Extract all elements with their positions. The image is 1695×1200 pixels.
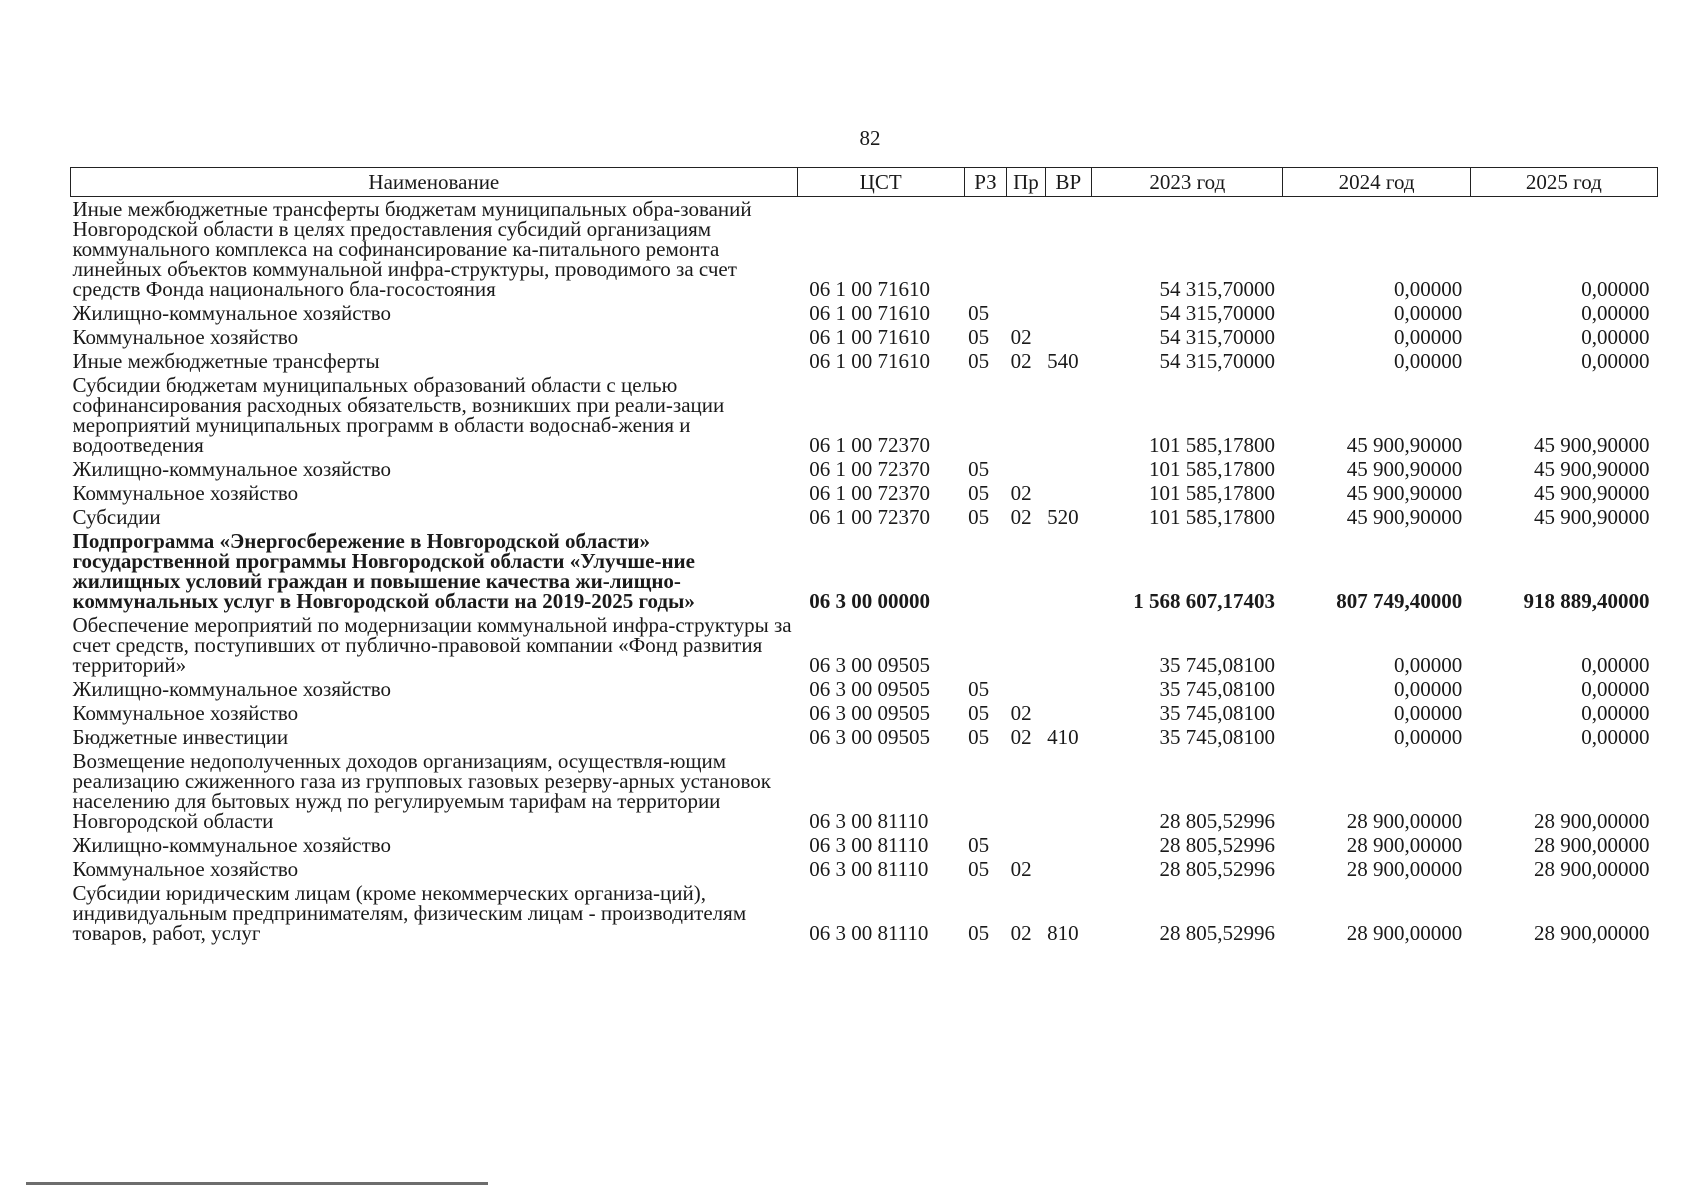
row-value-2023: 54 315,70000 bbox=[1159, 277, 1275, 301]
row-cst: 06 3 00 81110 bbox=[809, 833, 929, 857]
row-value-2023: 54 315,70000 bbox=[1159, 325, 1275, 349]
row-rz: 05 bbox=[968, 701, 990, 725]
row-pr: 02 bbox=[1010, 725, 1032, 749]
row-value-2024: 45 900,90000 bbox=[1346, 505, 1463, 529]
row-name: Субсидии юридическим лицам (кроме некоммерческих организа-ций), индивидуальным предпринимателям, физическим лицам - производителям товаров, работ, услуг bbox=[72, 881, 747, 945]
row-value-2023: 54 315,70000 bbox=[1159, 349, 1275, 373]
table-row bbox=[71, 301, 1658, 325]
row-value-2025: 28 900,00000 bbox=[1534, 833, 1650, 857]
row-cst: 06 1 00 72370 bbox=[809, 433, 930, 457]
row-value-2024: 45 900,90000 bbox=[1346, 481, 1463, 505]
row-rz: 05 bbox=[968, 457, 990, 481]
row-pr: 02 bbox=[1010, 349, 1032, 373]
row-rz: 05 bbox=[968, 677, 990, 701]
page-number: 82 bbox=[859, 126, 881, 150]
row-pr: 02 bbox=[1010, 921, 1032, 945]
row-value-2025: 28 900,00000 bbox=[1534, 809, 1650, 833]
row-pr bbox=[1007, 833, 1045, 857]
row-name: Коммунальное хозяйство bbox=[72, 481, 299, 505]
row-rz bbox=[964, 529, 1007, 613]
row-rz bbox=[964, 749, 1007, 833]
row-pr bbox=[1007, 529, 1045, 613]
row-value-2023: 28 805,52996 bbox=[1159, 921, 1275, 945]
table-row bbox=[71, 505, 1658, 529]
table-row bbox=[71, 325, 1658, 349]
row-vr bbox=[1045, 325, 1092, 349]
row-value-2024: 0,00000 bbox=[1393, 677, 1463, 701]
footer-divider bbox=[26, 1182, 488, 1185]
row-name: Жилищно-коммунальное хозяйство bbox=[72, 301, 392, 325]
row-pr: 02 bbox=[1010, 701, 1032, 725]
row-rz bbox=[964, 613, 1007, 677]
row-value-2024: 28 900,00000 bbox=[1346, 809, 1463, 833]
table-row bbox=[71, 373, 1658, 457]
row-value-2023: 28 805,52996 bbox=[1159, 809, 1275, 833]
row-value-2025: 0,00000 bbox=[1581, 677, 1650, 701]
row-value-2025: 0,00000 bbox=[1581, 301, 1650, 325]
row-value-2025: 45 900,90000 bbox=[1534, 481, 1650, 505]
row-rz: 05 bbox=[968, 325, 990, 349]
row-cst: 06 3 00 09505 bbox=[809, 701, 930, 725]
row-value-2025: 45 900,90000 bbox=[1534, 457, 1650, 481]
row-value-2023: 101 585,17800 bbox=[1148, 433, 1275, 457]
column-header-vr: ВР bbox=[1045, 168, 1092, 197]
row-value-2025: 918 889,40000 bbox=[1523, 589, 1650, 613]
row-name: Коммунальное хозяйство bbox=[72, 701, 299, 725]
row-cst: 06 1 00 71610 bbox=[809, 349, 930, 373]
row-rz bbox=[964, 197, 1007, 302]
row-name: Бюджетные инвестиции bbox=[72, 725, 289, 749]
row-cst: 06 3 00 81110 bbox=[809, 857, 929, 881]
table-row bbox=[71, 613, 1658, 677]
row-value-2024: 28 900,00000 bbox=[1346, 833, 1463, 857]
row-value-2023: 35 745,08100 bbox=[1159, 677, 1275, 701]
row-rz: 05 bbox=[968, 505, 990, 529]
column-header-rz: РЗ bbox=[964, 168, 1007, 197]
row-rz: 05 bbox=[968, 301, 990, 325]
row-value-2025: 0,00000 bbox=[1581, 653, 1650, 677]
row-cst: 06 1 00 72370 bbox=[809, 481, 930, 505]
row-pr bbox=[1007, 373, 1045, 457]
table-row bbox=[71, 481, 1658, 505]
row-vr: 520 bbox=[1047, 505, 1079, 529]
row-value-2023: 35 745,08100 bbox=[1159, 701, 1275, 725]
column-header-pr: Пр bbox=[1007, 168, 1045, 197]
row-name: Субсидии bbox=[72, 505, 161, 529]
row-name: Жилищно-коммунальное хозяйство bbox=[72, 677, 392, 701]
row-value-2024: 0,00000 bbox=[1393, 325, 1463, 349]
row-value-2023: 101 585,17800 bbox=[1148, 505, 1275, 529]
row-value-2025: 0,00000 bbox=[1581, 349, 1650, 373]
row-vr: 410 bbox=[1047, 725, 1079, 749]
row-name: Субсидии бюджетам муниципальных образований области с целью софинансирования расходных обязательств, возникших при реали-зации мероприятий муниципальных программ в области водоснаб-жения и водоотведения bbox=[72, 373, 725, 457]
row-cst: 06 1 00 72370 bbox=[809, 457, 930, 481]
row-value-2023: 1 568 607,17403 bbox=[1133, 589, 1275, 613]
table-row bbox=[71, 725, 1658, 749]
row-value-2024: 0,00000 bbox=[1393, 653, 1463, 677]
column-header-2024: 2024 год bbox=[1283, 168, 1470, 197]
row-pr bbox=[1007, 677, 1045, 701]
row-cst: 06 3 00 00000 bbox=[809, 589, 930, 613]
row-value-2024: 45 900,90000 bbox=[1346, 457, 1463, 481]
row-name: Возмещение недополученных доходов организациям, осуществля-ющим реализацию сжиженного газа из групповых газовых резерву-арных установок населению для бытовых нужд по регулируемым тарифам на территории Новгородской области bbox=[72, 749, 771, 833]
row-rz: 05 bbox=[968, 481, 990, 505]
row-rz: 05 bbox=[968, 833, 990, 857]
row-cst: 06 3 00 81110 bbox=[809, 921, 929, 945]
row-name: Иные межбюджетные трансферты бюджетам муниципальных обра-зований Новгородской области в целях предоставления субсидий организациям коммунального комплекса на софинансирование ка-питального ремонта линейных объектов коммунальной инфра-структуры, проводимого за счет средств Фонда национального бла-госостояния bbox=[72, 197, 752, 301]
column-header-2025: 2025 год bbox=[1470, 168, 1657, 197]
row-pr: 02 bbox=[1010, 505, 1032, 529]
row-cst: 06 3 00 09505 bbox=[809, 725, 930, 749]
row-rz bbox=[964, 373, 1007, 457]
row-value-2025: 28 900,00000 bbox=[1534, 921, 1650, 945]
row-cst: 06 1 00 72370 bbox=[809, 505, 930, 529]
row-pr bbox=[1007, 457, 1045, 481]
table-row bbox=[71, 749, 1658, 833]
row-rz: 05 bbox=[968, 349, 990, 373]
row-cst: 06 1 00 71610 bbox=[809, 301, 930, 325]
row-value-2023: 101 585,17800 bbox=[1148, 457, 1275, 481]
row-value-2024: 45 900,90000 bbox=[1346, 433, 1463, 457]
row-value-2024: 28 900,00000 bbox=[1346, 857, 1463, 881]
row-name: Коммунальное хозяйство bbox=[72, 857, 299, 881]
row-value-2023: 35 745,08100 bbox=[1159, 653, 1275, 677]
row-value-2023: 28 805,52996 bbox=[1159, 857, 1275, 881]
row-cst: 06 1 00 71610 bbox=[809, 325, 930, 349]
row-vr bbox=[1045, 833, 1092, 857]
table-row bbox=[71, 457, 1658, 481]
row-cst: 06 3 00 09505 bbox=[809, 653, 930, 677]
row-name: Иные межбюджетные трансферты bbox=[72, 349, 380, 373]
row-vr bbox=[1045, 749, 1092, 833]
row-pr: 02 bbox=[1010, 857, 1032, 881]
column-header-name: Наименование bbox=[71, 168, 798, 197]
row-value-2023: 54 315,70000 bbox=[1159, 301, 1275, 325]
table-row bbox=[71, 197, 1658, 302]
row-value-2024: 0,00000 bbox=[1393, 701, 1463, 725]
row-pr bbox=[1007, 749, 1045, 833]
row-vr bbox=[1045, 301, 1092, 325]
table-body bbox=[71, 197, 1658, 946]
table-header-row bbox=[71, 168, 1658, 197]
row-value-2023: 101 585,17800 bbox=[1148, 481, 1275, 505]
row-value-2024: 0,00000 bbox=[1393, 349, 1463, 373]
row-vr bbox=[1045, 701, 1092, 725]
row-vr bbox=[1045, 529, 1092, 613]
row-name: Коммунальное хозяйство bbox=[72, 325, 299, 349]
row-value-2024: 0,00000 bbox=[1393, 725, 1463, 749]
table-row bbox=[71, 349, 1658, 373]
row-value-2024: 0,00000 bbox=[1393, 301, 1463, 325]
row-value-2023: 28 805,52996 bbox=[1159, 833, 1275, 857]
row-pr bbox=[1007, 301, 1045, 325]
row-name: Подпрограмма «Энергосбережение в Новгородской области» государственной программы Новгородской области «Улучше-ние жилищных условий граждан и повышение качества жи-лищно-коммунальных услуг в Новгородской области на 2019-2025 годы» bbox=[72, 529, 695, 613]
row-value-2024: 807 749,40000 bbox=[1336, 589, 1463, 613]
row-value-2025: 0,00000 bbox=[1581, 325, 1650, 349]
row-cst: 06 3 00 81110 bbox=[809, 809, 929, 833]
row-pr: 02 bbox=[1010, 325, 1032, 349]
row-name: Жилищно-коммунальное хозяйство bbox=[72, 833, 392, 857]
table-row bbox=[71, 881, 1658, 945]
row-vr bbox=[1045, 373, 1092, 457]
row-cst: 06 3 00 09505 bbox=[809, 677, 930, 701]
table-row bbox=[71, 701, 1658, 725]
row-vr bbox=[1045, 677, 1092, 701]
row-vr: 810 bbox=[1047, 921, 1079, 945]
row-value-2024: 0,00000 bbox=[1393, 277, 1463, 301]
row-pr bbox=[1007, 613, 1045, 677]
table-row bbox=[71, 833, 1658, 857]
row-vr bbox=[1045, 613, 1092, 677]
row-rz: 05 bbox=[968, 725, 990, 749]
row-vr bbox=[1045, 457, 1092, 481]
row-value-2025: 0,00000 bbox=[1581, 277, 1650, 301]
row-value-2025: 0,00000 bbox=[1581, 725, 1650, 749]
row-value-2024: 28 900,00000 bbox=[1346, 921, 1463, 945]
table-row bbox=[71, 857, 1658, 881]
row-value-2025: 28 900,00000 bbox=[1534, 857, 1650, 881]
row-vr bbox=[1045, 481, 1092, 505]
row-value-2025: 0,00000 bbox=[1581, 701, 1650, 725]
row-pr: 02 bbox=[1010, 481, 1032, 505]
row-rz: 05 bbox=[968, 921, 990, 945]
row-value-2025: 45 900,90000 bbox=[1534, 433, 1650, 457]
column-header-cst: ЦСТ bbox=[797, 168, 964, 197]
row-value-2023: 35 745,08100 bbox=[1159, 725, 1275, 749]
row-rz: 05 bbox=[968, 857, 990, 881]
row-vr bbox=[1045, 197, 1092, 302]
row-cst: 06 1 00 71610 bbox=[809, 277, 930, 301]
row-vr: 540 bbox=[1047, 349, 1079, 373]
budget-table bbox=[70, 167, 1658, 945]
table-row bbox=[71, 529, 1658, 613]
row-name: Обеспечение мероприятий по модернизации коммунальной инфра-структуры за счет средств, поступивших от публично-правовой компании «Фонд развития территорий» bbox=[72, 613, 792, 677]
column-header-2023: 2023 год bbox=[1092, 168, 1283, 197]
row-name: Жилищно-коммунальное хозяйство bbox=[72, 457, 392, 481]
row-pr bbox=[1007, 197, 1045, 302]
row-value-2025: 45 900,90000 bbox=[1534, 505, 1650, 529]
row-vr bbox=[1045, 857, 1092, 881]
table-row bbox=[71, 677, 1658, 701]
